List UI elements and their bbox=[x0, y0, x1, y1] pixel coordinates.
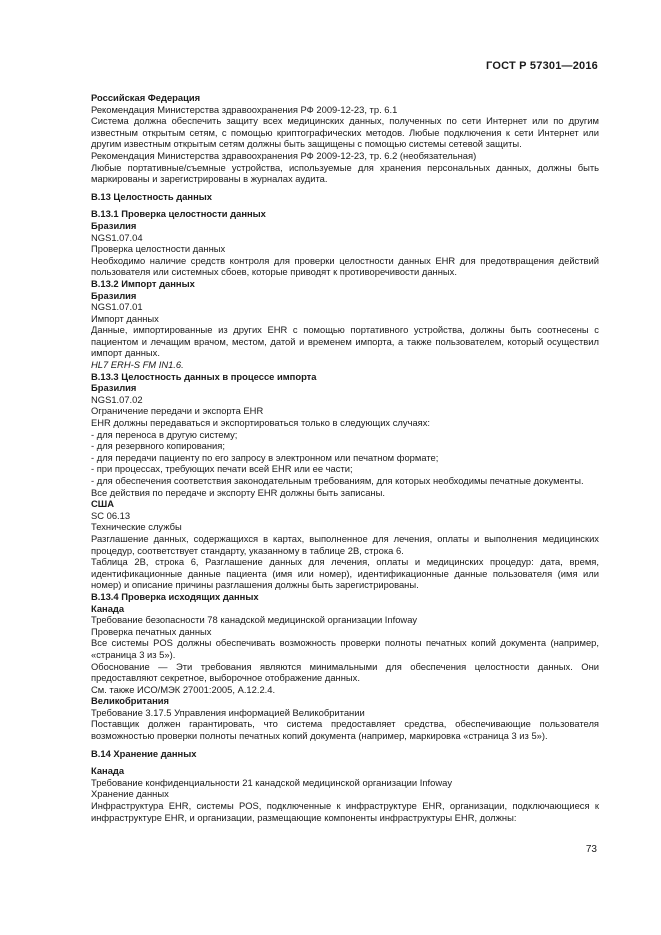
text-line: - для резервного копирования; bbox=[91, 440, 225, 452]
text-line: Рекомендация Министерства здравоохранения РФ 2009-12-23, тр. 6.2 (необязательная) bbox=[91, 149, 477, 161]
text-line: В.13.2 Импорт данных bbox=[91, 277, 195, 289]
text-line: NGS1.07.04 bbox=[91, 231, 143, 243]
text-line: HL7 ERH-S FM IN1.6. bbox=[91, 359, 184, 371]
text-line: Российская Федерация bbox=[91, 92, 201, 103]
text-line: Все системы POS должны обеспечивать возможность проверки полноты печатных копий документа (например, «страница 3 из 5»). bbox=[91, 637, 599, 660]
text-line: Любые портативные/съемные устройства, используемые для хранения персональных данных, должны быть маркированы и зарегистрированы в журналах аудита. bbox=[91, 161, 599, 185]
text-line: Инфраструктура EHR, системы POS, подключенные к инфраструктуре EHR, организации, подключающиеся к инфраструктуре EHR, и организации, размещающие компоненты инфраструктуры EHR, должны: bbox=[91, 800, 599, 823]
text-line: Бразилия bbox=[91, 382, 137, 394]
text-line: Система должна обеспечить защиту всех медицинских данных, полученных по сети Интернет или по другим известным открытым сетям, с помощью криптографических методов. Любые подключения к сети Интернет или другим известным открытым сетям должны быть защищены с помощью системы сетевой защиты. bbox=[91, 115, 599, 150]
text-line: Проверка печатных данных bbox=[91, 625, 212, 637]
text-line: В.14 Хранение данных bbox=[91, 747, 197, 759]
text-line: - для переноса в другую систему; bbox=[91, 428, 238, 440]
text-line: Канада bbox=[91, 602, 125, 614]
text-line: В.13 Целостность данных bbox=[91, 190, 212, 202]
text-line: - при процессах, требующих печати всей EHR или ее части; bbox=[91, 463, 353, 475]
text-line: Хранение данных bbox=[91, 788, 169, 800]
text-line: Обоснование — Эти требования являются минимальными для обеспечения целостности данных. Они предоставляют секретное, выборочное отображение данных. bbox=[91, 660, 599, 684]
text-line: См. также ИСО/МЭК 27001:2005, А.12.2.4. bbox=[91, 683, 276, 695]
text-line: Бразилия bbox=[91, 219, 137, 231]
text-line: Канада bbox=[91, 765, 125, 777]
text-line: NGS1.07.01 bbox=[91, 301, 143, 313]
standard-header: ГОСТ Р 57301—2016 bbox=[486, 60, 598, 72]
text-line: Импорт данных bbox=[91, 312, 159, 324]
text-line: Требование безопасности 78 канадской медицинской организации Infoway bbox=[91, 614, 418, 626]
text-line: Требование конфиденциальности 21 канадской медицинской организации Infoway bbox=[91, 776, 453, 788]
text-line: Поставщик должен гарантировать, что система предоставляет средства, обеспечивающие пользователя возможностью проверки полноты печатных копий документа (например, маркировка «страница 3 из 5»). bbox=[91, 718, 599, 742]
text-line: EHR должны передаваться и экспортироваться только в следующих случаях: bbox=[91, 417, 431, 429]
text-line: - для обеспечения соответствия законодательным требованиям, для которых необходимы печатные документы. bbox=[91, 475, 584, 486]
text-line: Требование 3.17.5 Управления информацией Великобритании bbox=[91, 706, 365, 718]
text-line: Разглашение данных, содержащихся в картах, выполненное для лечения, оплаты и выполнения медицинских процедур, соответствует стандарту, указанному в таблице 2В, строка 6. bbox=[91, 532, 599, 556]
text-line: Данные, импортированные из других EHR с помощью портативного устройства, должны быть соотнесены с пациентом и лечащим врачом, местом, датой и временем импорта, а также пользователем, который осуществил импорт данных. bbox=[91, 324, 599, 359]
text-line: Таблица 2В, строка 6, Разглашение данных для лечения, оплаты и медицинских процедур: дата, время, идентификационные данные пациента (имя или номер), идентификационные данные пользователя (имя или номер) и описание причины разглашения должны быть зарегистрированы. bbox=[91, 556, 599, 591]
text-line: Необходимо наличие средств контроля для проверки целостности данных EHR для предотвращения действий пользователя или системных сбоев, которые приводят к противоречивости данных. bbox=[91, 254, 599, 278]
text-line: Бразилия bbox=[91, 289, 137, 301]
text-line: В.13.3 Целостность данных в процессе импорта bbox=[91, 370, 317, 382]
text-line: - для передачи пациенту по его запросу в электронном или печатном формате; bbox=[91, 451, 439, 463]
text-line: Великобритания bbox=[91, 695, 169, 707]
text-line: SC 06.13 bbox=[91, 509, 131, 521]
text-line: Все действия по передаче и экспорту EHR должны быть записаны. bbox=[91, 486, 385, 498]
text-line: Проверка целостности данных bbox=[91, 243, 226, 255]
text-line: США bbox=[91, 498, 114, 510]
text-line: Технические службы bbox=[91, 521, 182, 533]
text-line: В.13.4 Проверка исходящих данных bbox=[91, 590, 259, 602]
text-line: Рекомендация Министерства здравоохранения РФ 2009-12-23, тр. 6.1 bbox=[91, 103, 398, 115]
page-number: 73 bbox=[585, 844, 597, 855]
text-line: Ограничение передачи и экспорта EHR bbox=[91, 405, 264, 417]
text-line: В.13.1 Проверка целостности данных bbox=[91, 208, 266, 220]
text-line: NGS1.07.02 bbox=[91, 393, 143, 405]
document-body bbox=[91, 92, 599, 823]
